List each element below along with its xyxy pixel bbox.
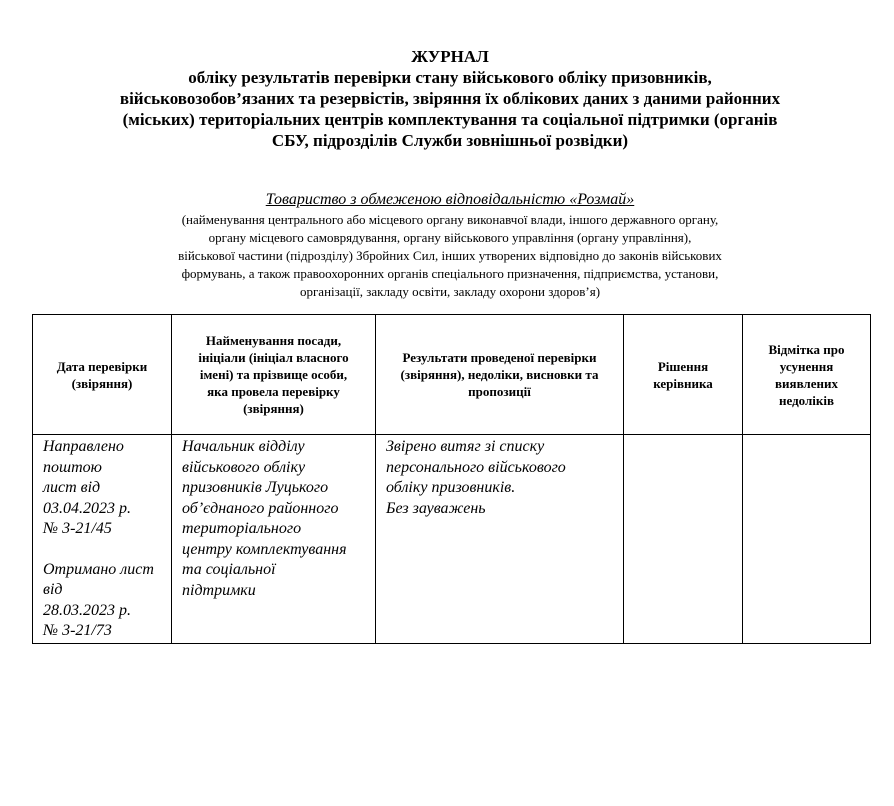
caption-line: органу місцевого самоврядування, органу військового управління (органу управління), — [208, 230, 692, 245]
header-results: Результати проведеної перевірки (звіряння), недоліки, висновки та пропозиції — [376, 315, 624, 435]
title-line: СБУ, підрозділів Служби зовнішньої розвідки) — [271, 131, 629, 150]
title-line: обліку результатів перевірки стану військового обліку призовників, — [188, 68, 712, 87]
header-date: Дата перевірки (звіряння) — [33, 315, 172, 435]
table-row — [33, 435, 871, 644]
header-person: Найменування посади, ініціали (ініціал власного імені) та прізвище особи, яка провела перевірку (звіряння) — [172, 315, 376, 435]
cell-remediation — [743, 435, 871, 644]
header-decision: Рішення керівника — [624, 315, 743, 435]
journal-table — [32, 314, 871, 644]
cell-decision — [624, 435, 743, 644]
caption-line: формувань, а також правоохоронних органів спеціального призначення, підприємства, установи, — [181, 266, 719, 281]
cell-person: Начальник відділу військового обліку призовників Луцького об’єднаного районного територіального центру комплектування та соціальної підтримки — [172, 435, 376, 644]
caption-line: військової частини (підрозділу) Збройних Сил, інших утворених відповідно до законів військових — [178, 248, 722, 263]
title-heading: ЖУРНАЛ — [411, 47, 489, 66]
caption-line: організації, закладу освіти, закладу охорони здоров’я) — [299, 284, 601, 299]
cell-date: Направлено поштою лист від 03.04.2023 р. № 3-21/45 Отримано лист від 28.03.2023 р. № 3-21/73 — [33, 435, 172, 644]
title-line: військовозобов’язаних та резервістів, звіряння їх облікових даних з даними районних — [119, 89, 781, 108]
journal-title — [40, 46, 860, 151]
organization-caption — [60, 211, 840, 301]
header-remediation: Відмітка про усунення виявлених недоліків — [743, 315, 871, 435]
table-header-row — [33, 315, 871, 435]
cell-results: Звірено витяг зі списку персонального військового обліку призовників. Без зауважень — [376, 435, 624, 644]
organization-name: Товариство з обмеженою відповідальністю «Розмай» — [265, 191, 635, 208]
caption-line: (найменування центрального або місцевого органу виконавчої влади, іншого державного органу, — [181, 212, 719, 227]
title-line: (міських) територіальних центрів комплектування та соціальної підтримки (органів — [122, 110, 778, 129]
